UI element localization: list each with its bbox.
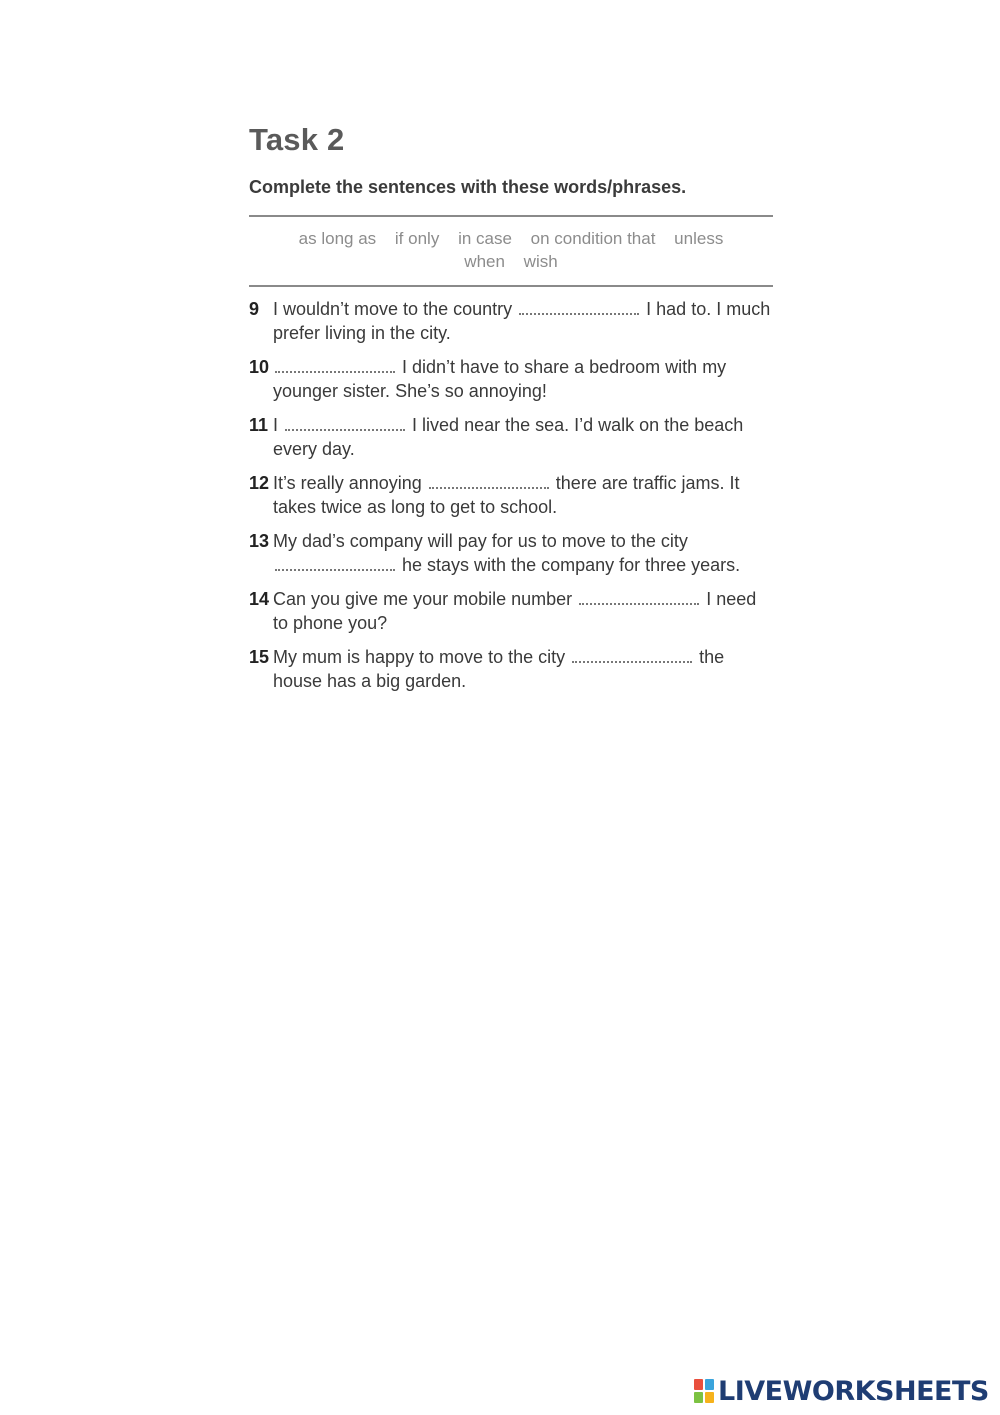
item-text-after: I lived near the sea. I’d walk on the beach every day. <box>273 415 744 459</box>
item-text-before: Can you give me your mobile number <box>273 589 573 609</box>
exercise-items <box>249 298 773 704</box>
exercise-item-9 <box>249 298 773 345</box>
item-text-after: he stays with the company for three years. <box>402 554 741 575</box>
exercise-item-10 <box>249 356 773 403</box>
answer-blank[interactable] <box>572 646 692 663</box>
item-text-after: the house has a big garden. <box>273 647 725 691</box>
item-text-before: My dad’s company will pay for us to move to the city <box>273 531 688 551</box>
exercise-item-15 <box>249 646 773 693</box>
word-option: when <box>464 252 505 271</box>
item-number: 10 <box>249 357 270 377</box>
word-bank <box>249 215 773 287</box>
word-bank-row-2 <box>249 252 773 272</box>
word-option: if only <box>394 229 440 248</box>
word-option: on condition that <box>530 229 656 248</box>
exercise-item-13 <box>249 530 773 577</box>
word-option: in case <box>458 229 512 248</box>
item-number: 9 <box>249 299 260 319</box>
item-text-after: I had to. I much prefer living in the city. <box>273 299 771 343</box>
answer-blank[interactable] <box>579 588 699 605</box>
exercise-item-11 <box>249 414 773 461</box>
liveworksheets-logo-icon <box>694 1379 714 1403</box>
item-text-before: I wouldn’t move to the country <box>273 299 513 319</box>
item-number: 11 <box>249 415 269 435</box>
item-number: 13 <box>249 531 270 551</box>
answer-blank[interactable] <box>275 554 395 571</box>
word-option: unless <box>674 229 724 248</box>
answer-blank[interactable] <box>275 356 395 373</box>
item-text-before: I <box>273 415 279 435</box>
exercise-item-12 <box>249 472 773 519</box>
item-text-after: I didn’t have to share a bedroom with my younger sister. She’s so annoying! <box>273 357 727 401</box>
task-title: Task 2 <box>249 122 345 157</box>
item-text-before: My mum is happy to move to the city <box>273 647 566 667</box>
answer-blank[interactable] <box>519 298 639 315</box>
item-text-after: I need to phone you? <box>273 589 757 633</box>
word-option: as long as <box>298 229 377 248</box>
item-text-after: there are traffic jams. It takes twice as long to get to school. <box>273 473 740 517</box>
liveworksheets-logo <box>694 1374 989 1408</box>
answer-blank[interactable] <box>429 472 549 489</box>
exercise-item-14 <box>249 588 773 635</box>
logo-text: LIVEWORKSHEETS <box>718 1375 989 1407</box>
item-number: 15 <box>249 647 270 667</box>
word-option: wish <box>523 252 558 271</box>
item-text-before: It’s really annoying <box>273 473 422 493</box>
item-number: 14 <box>249 589 270 609</box>
word-bank-row-1 <box>249 229 773 249</box>
instruction-text: Complete the sentences with these words/phrases. <box>249 177 687 197</box>
item-number: 12 <box>249 473 270 493</box>
answer-blank[interactable] <box>285 414 405 431</box>
